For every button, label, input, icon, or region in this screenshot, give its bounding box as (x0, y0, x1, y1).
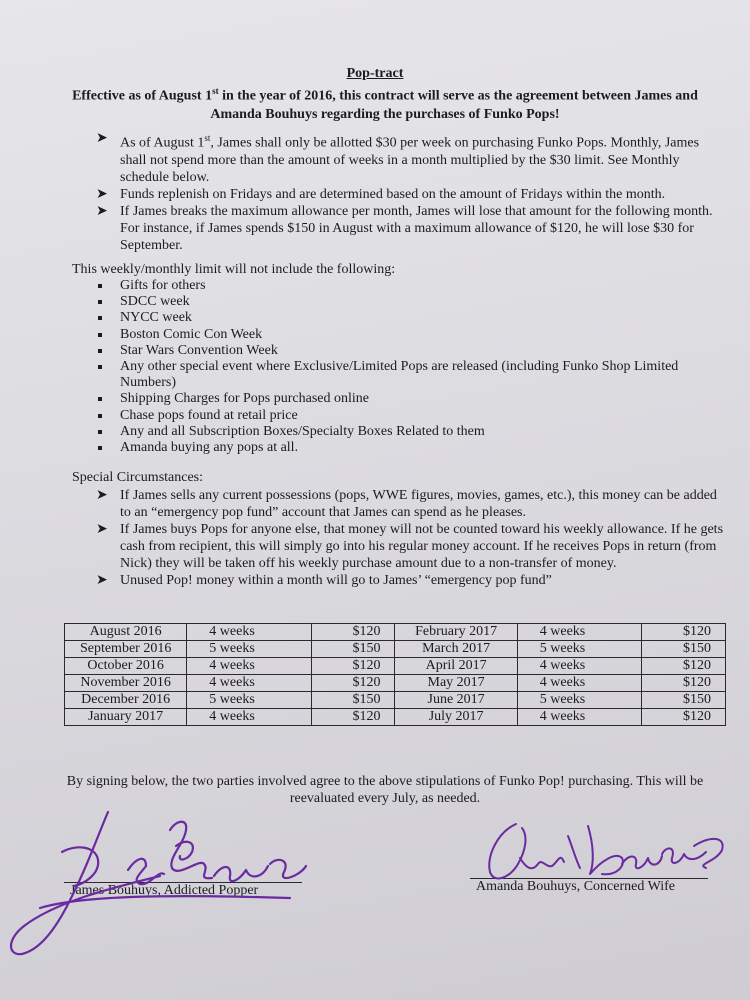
table-row (65, 709, 726, 726)
arrow-bullet-icon: ➤ (96, 488, 108, 503)
square-bullet-icon (98, 333, 102, 337)
exclusion-text: Amanda buying any pops at all. (120, 440, 299, 456)
square-bullet-icon (98, 414, 102, 418)
exclusion-item (96, 424, 696, 440)
amount-cell: $120 (642, 624, 726, 641)
rule-text: If James breaks the maximum allowance per month, James will lose that amount for the following month. For instance, if James spends $150 in August with a maximum allowance of $120, he will lose $30 for September. (120, 203, 713, 253)
document-title: Pop-tract (346, 66, 404, 81)
table-row (65, 641, 726, 658)
weeks-cell: 5 weeks (517, 692, 641, 709)
special-item (96, 487, 726, 521)
james-signature-icon (0, 800, 330, 980)
monthly-schedule-table (64, 623, 726, 726)
special-text: Unused Pop! money within a month will go to James’ “emergency pop fund” (120, 573, 552, 588)
james-signature-strokes (11, 812, 306, 954)
special-item (96, 521, 726, 572)
document-lead (60, 82, 710, 124)
month-cell: July 2017 (395, 709, 517, 726)
weeks-cell: 5 weeks (187, 692, 311, 709)
amount-cell: $120 (311, 624, 395, 641)
weeks-cell: 4 weeks (187, 658, 311, 675)
exclusion-item (96, 278, 696, 294)
exclusion-item (96, 310, 696, 326)
month-cell: February 2017 (395, 624, 517, 641)
square-bullet-icon (98, 446, 102, 450)
square-bullet-icon (98, 397, 102, 401)
arrow-bullet-icon: ➤ (96, 131, 108, 146)
exclusion-text: Any and all Subscription Boxes/Specialty Boxes Related to them (120, 423, 485, 439)
exclusion-text: Boston Comic Con Week (120, 326, 263, 342)
month-cell: January 2017 (65, 709, 187, 726)
square-bullet-icon (98, 365, 102, 369)
rule-text-end: , James shall only be allotted $30 per week on purchasing Funko Pops. Monthly, James shall not spend more than the amount of weeks in a month multiplied by the $30 limit. See Monthly schedule below. (120, 135, 700, 185)
lead-text-end: in the year of 2016, this contract will serve as the agreement between James and Amanda Bouhuys regarding the purchases of Funko Pops! (210, 88, 698, 122)
square-bullet-icon (98, 430, 102, 434)
amount-cell: $120 (311, 709, 395, 726)
exclusion-item (96, 343, 696, 359)
exclusion-text: Gifts for others (120, 278, 206, 293)
amount-cell: $150 (642, 641, 726, 658)
amount-cell: $150 (311, 692, 395, 709)
month-cell: November 2016 (65, 675, 187, 692)
exclusion-item (96, 408, 696, 424)
amount-cell: $120 (642, 709, 726, 726)
table-row (65, 658, 726, 675)
table-row (65, 692, 726, 709)
weeks-cell: 5 weeks (517, 641, 641, 658)
amanda-signature-label: Amanda Bouhuys, Concerned Wife (476, 879, 676, 894)
month-cell: December 2016 (65, 692, 187, 709)
exclusion-text: Any other special event where Exclusive/Limited Pops are released (including Funko Shop Limited Numbers) (120, 359, 679, 391)
closing-statement: By signing below, the two parties involved agree to the above stipulations of Funko Pop! purchasing. This will be reevaluated every July, as needed. (66, 774, 704, 806)
arrow-bullet-icon: ➤ (96, 186, 108, 202)
weeks-cell: 4 weeks (517, 675, 641, 692)
square-bullet-icon (98, 349, 102, 353)
exclusions-list (96, 278, 696, 456)
amount-cell: $150 (311, 641, 395, 658)
table-row (65, 624, 726, 641)
exclusion-item (96, 294, 696, 310)
weeks-cell: 4 weeks (517, 709, 641, 726)
square-bullet-icon (98, 284, 102, 288)
exclusion-text: Chase pops found at retail price (120, 407, 298, 423)
rule-item (96, 186, 716, 203)
exclusion-text: Shipping Charges for Pops purchased online (120, 391, 369, 407)
rule-text-start: As of August 1 (120, 135, 205, 151)
special-heading: Special Circumstances: (72, 470, 204, 485)
james-signature-label: James Bouhuys, Addicted Popper (70, 883, 259, 898)
rule-text: Funds replenish on Fridays and are determined based on the amount of Fridays within the month. (120, 186, 666, 202)
rule-item (96, 203, 716, 254)
square-bullet-icon (98, 316, 102, 320)
weeks-cell: 4 weeks (187, 675, 311, 692)
month-cell: May 2017 (395, 675, 517, 692)
weeks-cell: 4 weeks (187, 709, 311, 726)
month-cell: August 2016 (65, 624, 187, 641)
weeks-cell: 4 weeks (187, 624, 311, 641)
month-cell: March 2017 (395, 641, 517, 658)
amount-cell: $120 (311, 658, 395, 675)
exclusions-heading: This weekly/monthly limit will not include the following: (72, 262, 396, 277)
special-text: If James sells any current possessions (pops, WWE figures, movies, games, etc.), this money can be added to an “emergency pop fund” account that James can spend as he pleases. (120, 488, 717, 520)
weeks-cell: 5 weeks (187, 641, 311, 658)
amanda-signature-icon (476, 806, 746, 916)
amount-cell: $120 (311, 675, 395, 692)
lead-text-start: Effective as of August 1 (72, 88, 213, 104)
month-cell: September 2016 (65, 641, 187, 658)
rule-item (96, 130, 716, 186)
month-cell: April 2017 (395, 658, 517, 675)
month-cell: June 2017 (395, 692, 517, 709)
arrow-bullet-icon: ➤ (96, 573, 108, 588)
exclusion-item (96, 391, 696, 407)
exclusion-text: NYCC week (120, 310, 192, 326)
arrow-bullet-icon: ➤ (96, 203, 108, 219)
weeks-cell: 4 weeks (517, 624, 641, 641)
exclusion-item (96, 440, 696, 456)
square-bullet-icon (98, 300, 102, 304)
arrow-bullet-icon: ➤ (96, 522, 108, 537)
amanda-signature-strokes (489, 824, 722, 878)
amount-cell: $150 (642, 692, 726, 709)
special-list (96, 487, 726, 589)
lead-superscript: st (212, 86, 219, 96)
exclusion-item (96, 327, 696, 343)
special-item (96, 572, 726, 589)
rule-superscript: st (204, 133, 211, 143)
exclusion-item (96, 359, 696, 391)
special-text: If James buys Pops for anyone else, that money will not be counted toward his weekly allowance. If he gets cash from recipient, this will simply go into his regular money account. If he receives Pops in return (from Nick) they will be taken off his weekly purchase amount due to a non-transfer of money. (120, 522, 724, 571)
rules-list (96, 130, 716, 254)
amount-cell: $120 (642, 675, 726, 692)
month-cell: October 2016 (65, 658, 187, 675)
weeks-cell: 4 weeks (517, 658, 641, 675)
amount-cell: $120 (642, 658, 726, 675)
exclusion-text: Star Wars Convention Week (120, 342, 278, 358)
exclusion-text: SDCC week (120, 294, 190, 310)
table-row (65, 675, 726, 692)
